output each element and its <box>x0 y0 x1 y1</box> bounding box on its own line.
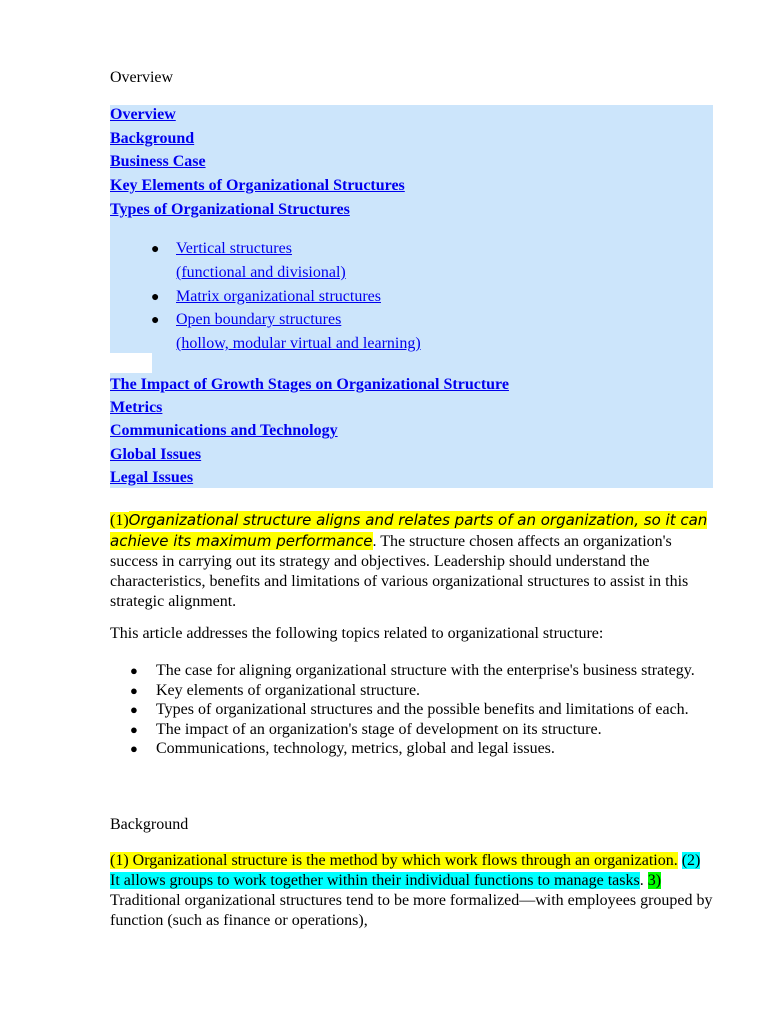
intro-highlighted-text: Organizational structure aligns and relates parts of an organization, so it can achieve its maximum performance <box>110 511 708 550</box>
list-item-text: Types of organizational structures and the possible benefits and limitations of each. <box>156 701 689 718</box>
bullet-icon: ● <box>151 290 160 305</box>
toc-link-global-issues[interactable]: Global Issues <box>110 446 202 463</box>
toc-link-types[interactable]: Types of Organizational Structures <box>110 201 350 218</box>
list-item <box>110 700 714 720</box>
background-period: . <box>639 872 648 889</box>
bullet-icon: ● <box>130 663 138 678</box>
intro-paragraph <box>110 510 714 612</box>
background-highlight-1: (1) Organizational structure is the method by which work flows through an organization. <box>110 852 678 869</box>
topics-list <box>110 661 714 759</box>
list-item <box>110 681 714 701</box>
background-highlight-3: 3) <box>647 872 662 889</box>
list-item <box>110 739 714 759</box>
background-rest-text: Traditional organizational structures tend to be more formalized—with employees grouped by function (such as finance or operations), <box>110 892 713 929</box>
toc-sublink-vertical[interactable]: Vertical structures <box>176 240 292 257</box>
toc-link-key-elements[interactable]: Key Elements of Organizational Structures <box>110 177 405 194</box>
toc-link-legal-issues[interactable]: Legal Issues <box>110 469 194 486</box>
bullet-icon: ● <box>130 741 138 756</box>
bullet-icon: ● <box>130 682 138 698</box>
toc-link-background[interactable]: Background <box>110 130 195 147</box>
list-item-text: Communications, technology, metrics, global and legal issues. <box>156 740 555 757</box>
bullet-icon: ● <box>151 313 160 328</box>
list-item <box>110 720 714 740</box>
list-item <box>110 661 714 681</box>
background-highlight-2: (2) It allows groups to work together within their individual functions to manage tasks <box>110 852 701 889</box>
toc-background-notch <box>152 353 713 373</box>
bullet-icon: ● <box>130 702 138 717</box>
bullet-icon: ● <box>151 242 160 257</box>
toc-link-communications[interactable]: Communications and Technology <box>110 422 338 439</box>
list-item-text: The case for aligning organizational structure with the enterprise's business strategy. <box>156 662 695 679</box>
list-item-text: Key elements of organizational structure. <box>156 681 421 699</box>
toc-sublink-matrix[interactable]: Matrix organizational structures <box>176 288 381 305</box>
intro-marker: (1) <box>110 512 129 529</box>
toc-link-overview[interactable]: Overview <box>110 106 176 123</box>
toc-sublink-vertical-detail[interactable]: (functional and divisional) <box>176 264 346 281</box>
list-item-text: The impact of an organization's stage of development on its structure. <box>156 720 602 738</box>
topics-intro-text: This article addresses the following topics related to organizational structure: <box>110 625 604 642</box>
intro-rest-text: . The structure chosen affects an organization's success in carrying out its strategy and objectives. Leadership should understand the characteristics, benefits and limitations of various organizational structures to assist in this strategic alignment. <box>110 533 689 610</box>
toc-sublink-open-boundary[interactable]: Open boundary structures <box>176 311 342 328</box>
toc-link-growth-stages[interactable]: The Impact of Growth Stages on Organizational Structure <box>110 376 509 393</box>
toc-link-metrics[interactable]: Metrics <box>110 399 163 416</box>
background-paragraph <box>110 851 714 931</box>
toc-sublink-open-boundary-detail[interactable]: (hollow, modular virtual and learning) <box>176 335 421 352</box>
section-heading-overview: Overview <box>110 69 174 86</box>
bullet-icon: ● <box>130 721 138 737</box>
toc-link-business-case[interactable]: Business Case <box>110 153 206 170</box>
section-heading-background: Background <box>110 816 189 833</box>
